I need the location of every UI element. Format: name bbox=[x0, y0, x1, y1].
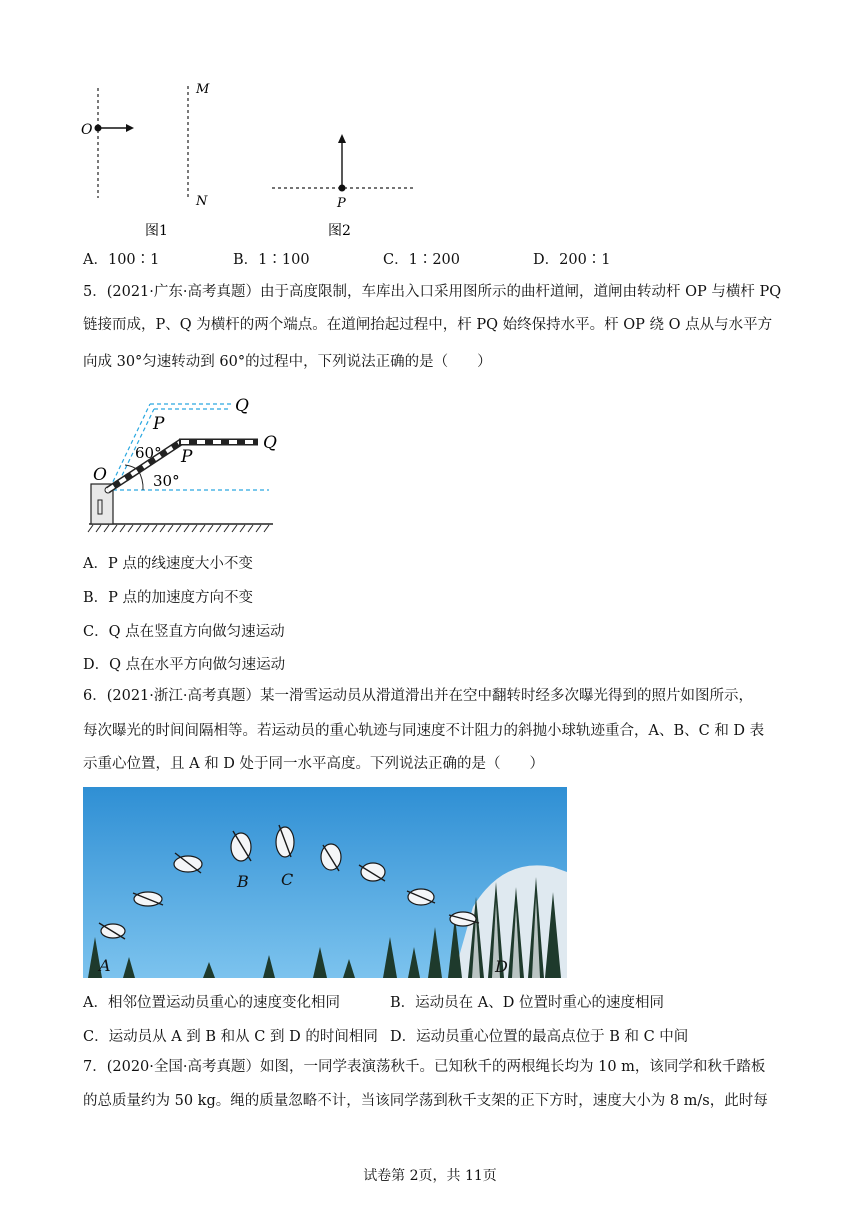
q6-stem-line-1: 6．(2021·浙江·高考真题）某一滑雪运动员从滑道滑出并在空中翻转时经多次曝光得到的照片如图所示， bbox=[83, 688, 753, 704]
photo-label-a: A bbox=[99, 956, 111, 975]
label-q-low: Q bbox=[263, 433, 277, 453]
label-p-top: P bbox=[153, 414, 165, 434]
q5-option-b: B．P 点的加速度方向不变 bbox=[83, 590, 254, 606]
photo-label-b: B bbox=[237, 872, 249, 891]
q6-stem-line-2: 每次曝光的时间间隔相等。若运动员的重心轨迹与同速度不计阻力的斜抛小球轨迹重合，A、B、C 和 D 表 bbox=[83, 723, 765, 739]
label-m: M bbox=[196, 82, 210, 97]
q5-option-c: C．Q 点在竖直方向做匀速运动 bbox=[83, 624, 285, 640]
q7-stem-line-2: 的总质量约为 50 kg。绳的质量忽略不计，当该同学荡到秋千支架的正下方时，速度大小为 8 m/s，此时每 bbox=[83, 1093, 768, 1109]
q5-option-d: D．Q 点在水平方向做匀速运动 bbox=[83, 657, 286, 673]
figure-2-caption: 图2 bbox=[328, 223, 351, 238]
q6-option-c: C．运动员从 A 到 B 和从 C 到 D 的时间相同 bbox=[83, 1029, 378, 1045]
q7-stem-line-1: 7．(2020·全国·高考真题）如图，一同学表演荡秋千。已知秋千的两根绳长均为 10 m，该同学和秋千踏板 bbox=[83, 1059, 766, 1075]
label-angle-30: 30° bbox=[153, 472, 180, 490]
arrowhead-icon bbox=[126, 124, 134, 132]
q6-option-d: D．运动员重心位置的最高点位于 B 和 C 中间 bbox=[390, 1029, 689, 1045]
label-n: N bbox=[196, 194, 208, 209]
figure-1-caption: 图1 bbox=[145, 223, 168, 238]
ski-jump-photo bbox=[83, 787, 567, 978]
photo-label-c: C bbox=[281, 870, 294, 889]
page-footer: 试卷第 2页，共 11页 bbox=[363, 1168, 497, 1184]
figure-2 bbox=[268, 126, 428, 238]
q6-option-b: B．运动员在 A、D 位置时重心的速度相同 bbox=[390, 995, 664, 1011]
q5-stem-line-3: 向成 30°匀速转动到 60°的过程中，下列说法正确的是（ ） bbox=[83, 354, 492, 370]
ground-hatching bbox=[88, 525, 269, 532]
photo-label-d: D bbox=[495, 957, 508, 976]
figure-1 bbox=[70, 78, 230, 238]
q5-stem-line-2: 链接而成，P、Q 为横杆的两个端点。在道闸抬起过程中，杆 PQ 始终保持水平。杆 OP 绕 O 点从与水平方 bbox=[83, 317, 773, 333]
q4-option-b: B．1∶100 bbox=[233, 252, 310, 268]
q4-option-a: A．100∶1 bbox=[83, 252, 160, 268]
barrier-gate-figure bbox=[83, 392, 283, 542]
arrowhead-icon bbox=[338, 134, 346, 143]
label-q-top: Q bbox=[235, 396, 249, 416]
label-o: O bbox=[81, 122, 93, 138]
label-p: P bbox=[337, 196, 346, 211]
q4-option-d: D．200∶1 bbox=[533, 252, 611, 268]
label-p-low: P bbox=[181, 447, 193, 467]
q6-stem-line-3: 示重心位置，且 A 和 D 处于同一水平高度。下列说法正确的是（ ） bbox=[83, 756, 545, 772]
label-angle-60: 60° bbox=[135, 444, 162, 462]
q6-option-a: A．相邻位置运动员重心的速度变化相同 bbox=[83, 995, 340, 1011]
q4-option-c: C．1∶200 bbox=[383, 252, 460, 268]
q5-option-a: A．P 点的线速度大小不变 bbox=[83, 556, 253, 572]
q5-stem-line-1: 5．(2021·广东·高考真题）由于高度限制，车库出入口采用图所示的曲杆道闸，道闸由转动杆 OP 与横杆 PQ bbox=[83, 284, 782, 300]
label-o: O bbox=[93, 465, 107, 485]
